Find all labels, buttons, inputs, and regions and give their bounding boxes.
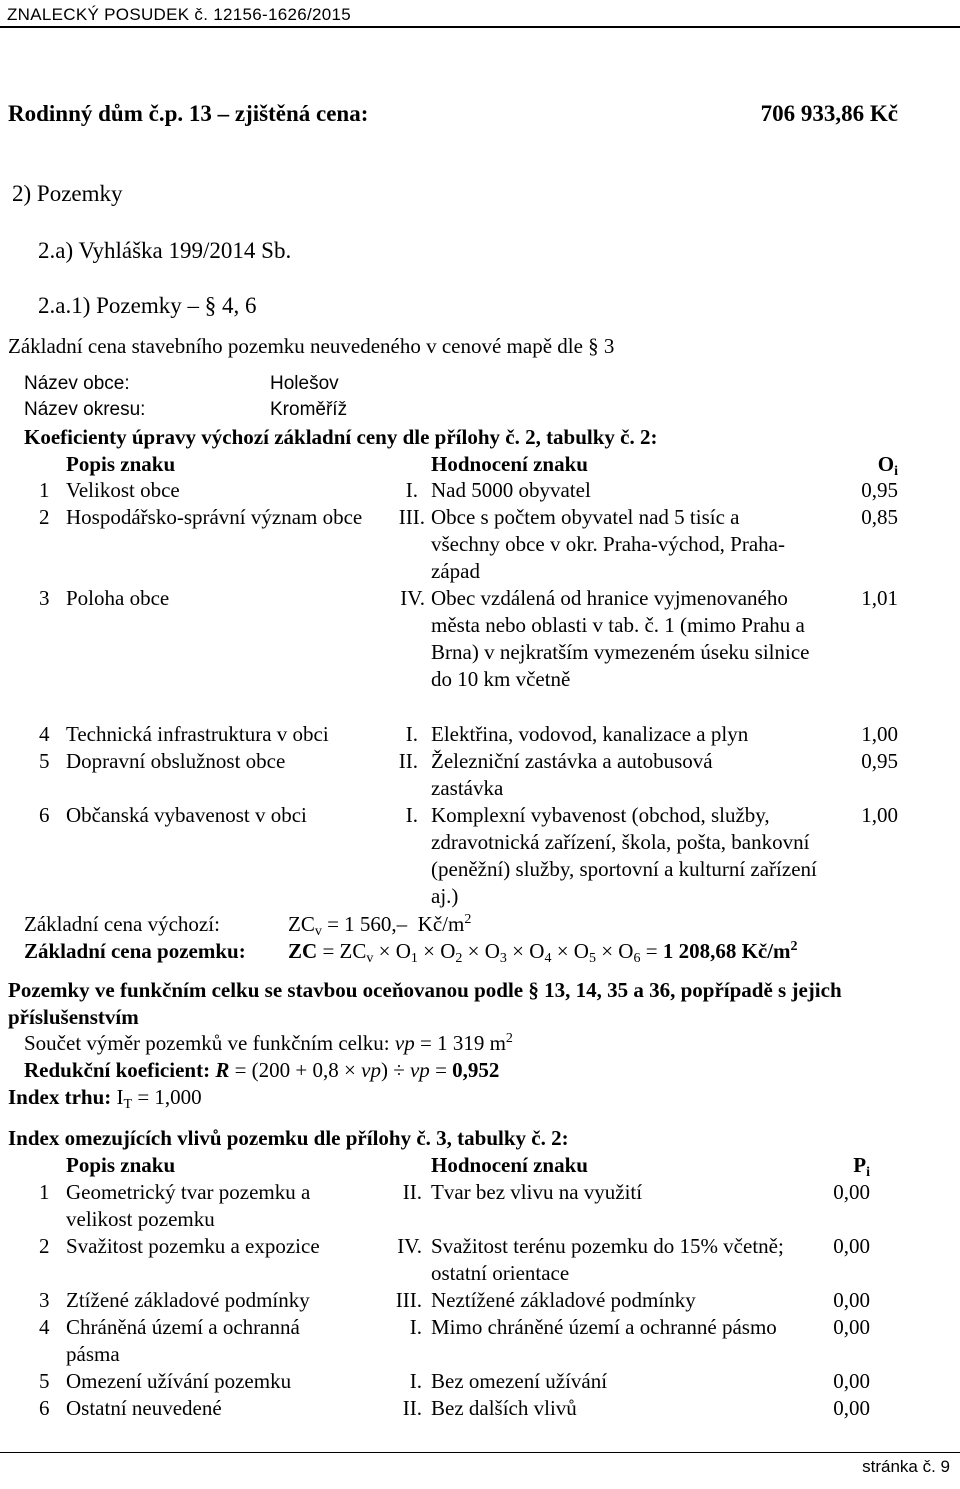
section-2a1-heading: 2.a.1) Pozemky – § 4, 6: [38, 293, 257, 318]
row-description: Komplexní vybavenost (obchod, služby, zdravotnická zařízení, škola, pošta, bankovní (peněžní) služby, sportovní a kulturní zařízení aj.): [431, 803, 817, 908]
table2-header-value: $P_i$: [853, 1153, 870, 1180]
row-description: Mimo chráněné území a ochranné pásmo: [431, 1315, 777, 1339]
section-2-heading: 2) Pozemky: [12, 181, 123, 206]
row-number: 6: [39, 1396, 50, 1420]
row-rank: I.: [405, 803, 418, 827]
row-name: Hospodářsko-správní význam obce: [66, 505, 363, 529]
row-number: 5: [39, 1369, 50, 1393]
row-description: Bez dalších vlivů: [431, 1396, 577, 1420]
municipality-name-value: Holešov: [270, 373, 339, 394]
row-value: 1,00: [861, 803, 898, 827]
row-description: Obce s počtem obyvatel nad 5 tisíc a všechny obce v okr. Praha-východ, Praha-západ: [431, 505, 785, 583]
row-value: 0,00: [833, 1180, 870, 1204]
row-name: Technická infrastruktura v obci: [66, 722, 329, 746]
land-base-price-formula: ZC = $ZC_v \times O_1 \times O_2 \times O_3 \times O_4 \times O_5 \times O_6 = 1$ 208,68 $Kč/m^2$: [288, 939, 798, 966]
initial-base-price-label: Základní cena výchozí:: [24, 912, 220, 936]
row-description: Nad 5000 obyvatel: [431, 478, 591, 502]
row-number: 1: [39, 478, 50, 502]
row-name: Dopravní obslužnost obce: [66, 749, 286, 773]
row-name: Ostatní neuvedené: [66, 1396, 222, 1420]
area-sum-line: Součet výměr pozemků ve funkčním celku: vp = 1 319 $m^2$: [24, 1031, 513, 1055]
row-name: Geometrický tvar pozemku a velikost pozemku: [66, 1180, 311, 1231]
row-name: Omezení užívání pozemku: [66, 1369, 292, 1393]
row-rank: III.: [395, 1288, 422, 1312]
row-description: Svažitost terénu pozemku do 15% včetně; ostatní orientace: [431, 1234, 784, 1285]
market-index-line: Index trhu: $I_T = 1,000$: [8, 1085, 202, 1112]
row-rank: II.: [402, 1180, 422, 1204]
land-base-price-label: Základní cena pozemku:: [24, 939, 246, 963]
row-rank: I.: [405, 722, 418, 746]
table1-header-value: $O_i$: [877, 452, 898, 479]
row-rank: IV.: [397, 1234, 422, 1258]
row-name: Ztížené základové podmínky: [66, 1288, 310, 1312]
row-description: Obec vzdálená od hranice vyjmenovaného města nebo oblasti v tab. č. 1 (mimo Prahu a Brna) v nejkratším vymezeném úseku silnice do 10 km včetně: [431, 586, 810, 691]
row-number: 3: [39, 586, 50, 610]
district-value: Kroměříž: [270, 399, 348, 420]
limiting-influences-title: Index omezujících vlivů pozemku dle přílohy č. 3, tabulky č. 2:: [8, 1126, 569, 1150]
row-value: 0,85: [861, 505, 898, 529]
row-rank: III.: [398, 505, 425, 529]
district-label: Název okresu:: [24, 399, 146, 420]
table2-header-name: Popis znaku: [66, 1153, 176, 1177]
row-number: 6: [39, 803, 50, 827]
row-value: 0,00: [833, 1369, 870, 1393]
table1-header-name: Popis znaku: [66, 452, 176, 476]
row-rank: I.: [409, 1369, 422, 1393]
row-description: Neztížené základové podmínky: [431, 1288, 696, 1312]
row-value: 0,95: [861, 749, 898, 773]
row-number: 3: [39, 1288, 50, 1312]
initial-base-price-formula: $ZC_v = 1$ 560,– $Kč/m^2$: [288, 912, 472, 939]
house-price-label: Rodinný dům č.p. 13 – zjištěná cena:: [8, 101, 369, 126]
row-name: Velikost obce: [66, 478, 180, 502]
coefficients-title: Koeficienty úpravy výchozí základní ceny dle přílohy č. 2, tabulky č. 2:: [24, 425, 658, 449]
reduction-coefficient-line: Redukční koeficient: R = (200 + 0,8 × vp) ÷ vp = 0,952: [24, 1058, 500, 1082]
row-description: Železniční zastávka a autobusová zastávka: [431, 749, 713, 800]
table2-header-rating: Hodnocení znaku: [431, 1153, 588, 1177]
footer-divider: [0, 1452, 960, 1453]
row-rank: I.: [405, 478, 418, 502]
functional-unit-title: [8, 977, 948, 1031]
row-number: 5: [39, 749, 50, 773]
row-value: 0,00: [833, 1396, 870, 1420]
functional-unit-title-text: Pozemky ve funkčním celku se stavbou oceňovanou podle § 13, 14, 35 a 36, popřípadě s jejich příslušenstvím: [8, 978, 842, 1029]
row-description: Bez omezení užívání: [431, 1369, 608, 1393]
row-number: 1: [39, 1180, 50, 1204]
section-2a-heading: 2.a) Vyhláška 199/2014 Sb.: [38, 238, 292, 263]
page-number: stránka č. 9: [862, 1457, 950, 1476]
header-divider: [0, 26, 960, 28]
base-price-title: Základní cena stavebního pozemku neuvedeného v cenové mapě dle § 3: [8, 334, 615, 358]
row-rank: IV.: [400, 586, 425, 610]
row-name: Občanská vybavenost v obci: [66, 803, 307, 827]
row-description: Elektřina, vodovod, kanalizace a plyn: [431, 722, 749, 746]
row-rank: II.: [402, 1396, 422, 1420]
row-rank: I.: [409, 1315, 422, 1339]
row-value: 0,00: [833, 1234, 870, 1258]
row-description: Tvar bez vlivu na využití: [431, 1180, 643, 1204]
row-number: 4: [39, 1315, 50, 1339]
row-name: Svažitost pozemku a expozice: [66, 1234, 320, 1258]
row-value: 1,01: [861, 586, 898, 610]
row-rank: II.: [398, 749, 418, 773]
document-title: ZNALECKÝ POSUDEK č. 12156-1626/2015: [7, 5, 352, 24]
row-value: 0,95: [861, 478, 898, 502]
row-name: Chráněná území a ochranná pásma: [66, 1315, 300, 1366]
house-price-value: 706 933,86 Kč: [760, 101, 898, 126]
row-value: 1,00: [861, 722, 898, 746]
row-number: 4: [39, 722, 50, 746]
row-value: 0,00: [833, 1288, 870, 1312]
row-number: 2: [39, 505, 50, 529]
row-value: 0,00: [833, 1315, 870, 1339]
row-number: 2: [39, 1234, 50, 1258]
table1-header-rating: Hodnocení znaku: [431, 452, 588, 476]
municipality-name-label: Název obce:: [24, 373, 130, 394]
row-name: Poloha obce: [66, 586, 170, 610]
document-header: [0, 0, 960, 30]
